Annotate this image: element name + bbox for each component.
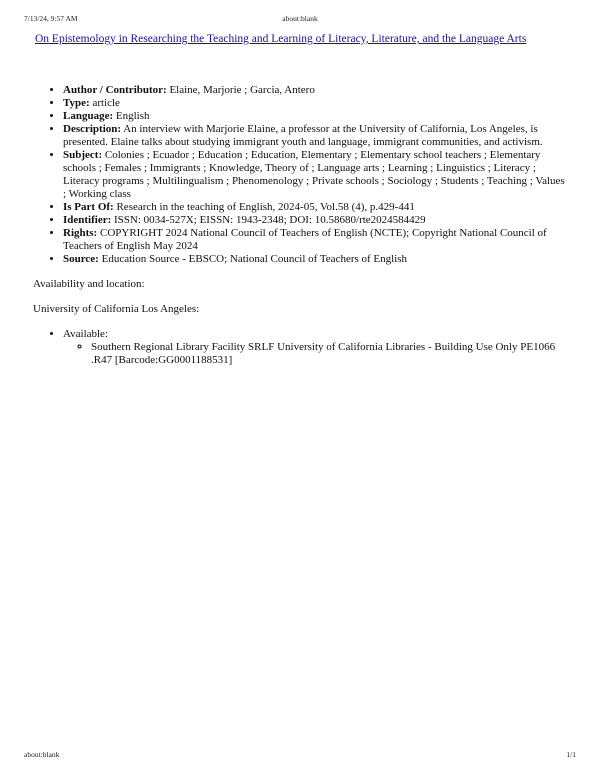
field-label: Source: [63, 253, 99, 265]
record-title-link[interactable]: On Epistemology in Researching the Teaching and Learning of Literacy, Literature, and the Language Arts [35, 33, 527, 45]
field-type [63, 97, 566, 110]
field-language [63, 110, 566, 123]
field-label: Is Part Of: [63, 201, 114, 213]
field-source [63, 253, 566, 266]
field-label: Identifier: [63, 214, 112, 226]
field-label: Type: [63, 97, 90, 109]
availability-institution: University of California Los Angeles: [33, 303, 200, 315]
field-value: English [115, 110, 150, 122]
field-value: COPYRIGHT 2024 National Council of Teachers of English (NCTE); Copyright National Council of Teachers of English May 2024 [63, 227, 547, 252]
field-value: ISSN: 0034-527X; EISSN: 1943-2348; DOI: 10.58680/rte2024584429 [114, 214, 426, 226]
field-value: Elaine, Marjorie ; Garcia, Antero [169, 84, 315, 96]
field-identifier [63, 214, 566, 227]
footer-page-number: 1/1 [566, 750, 576, 759]
field-value: article [92, 97, 120, 109]
availability-locations [63, 341, 566, 367]
field-description [63, 123, 566, 149]
field-label: Description: [63, 123, 122, 135]
availability-location: ◦ Southern Regional Library Facility SRLF University of California Libraries - Building Use Only PE1066 .R47 [Barcode:GG0001188531] [91, 341, 566, 367]
field-label: Author / Contributor: [63, 84, 167, 96]
availability-list [33, 328, 566, 367]
field-label: Language: [63, 110, 114, 122]
field-value: Research in the teaching of English, 2024-05, Vol.58 (4), p.429-441 [116, 201, 415, 213]
record-metadata-list [33, 84, 566, 266]
print-header [24, 14, 576, 26]
field-rights [63, 227, 566, 253]
field-value: An interview with Marjorie Elaine, a professor at the University of California, Los Angeles, is presented. Elaine talks about studying immigrant youth and language, immigrant communities, and activism. [63, 123, 543, 148]
field-label: Rights: [63, 227, 98, 239]
availability-heading: Availability and location: [33, 278, 145, 290]
availability-status-label: Available: [63, 328, 108, 340]
print-datetime: 7/13/24, 9:57 AM [24, 14, 78, 23]
footer-page-url: about:blank [24, 750, 60, 759]
print-page-url: about:blank [282, 14, 318, 23]
record-content [33, 32, 566, 367]
field-value: Education Source - EBSCO; National Council of Teachers of English [101, 253, 408, 265]
field-subject [63, 149, 566, 201]
field-author [63, 84, 566, 97]
availability-status [63, 328, 566, 367]
field-value: Colonies ; Ecuador ; Education ; Education, Elementary ; Elementary school teachers ; Elementary schools ; Females ; Immigrants ; Knowledge, Theory of ; Language arts ; Learning ; Linguistics ; Literacy ; Literacy programs ; Multilingualism ; Phenomenology ; Private schools ; Sociology ; Students ; Teaching ; Values ; Working class [63, 149, 565, 200]
field-is-part-of [63, 201, 566, 214]
field-label: Subject: [63, 149, 103, 161]
print-footer [24, 750, 576, 762]
